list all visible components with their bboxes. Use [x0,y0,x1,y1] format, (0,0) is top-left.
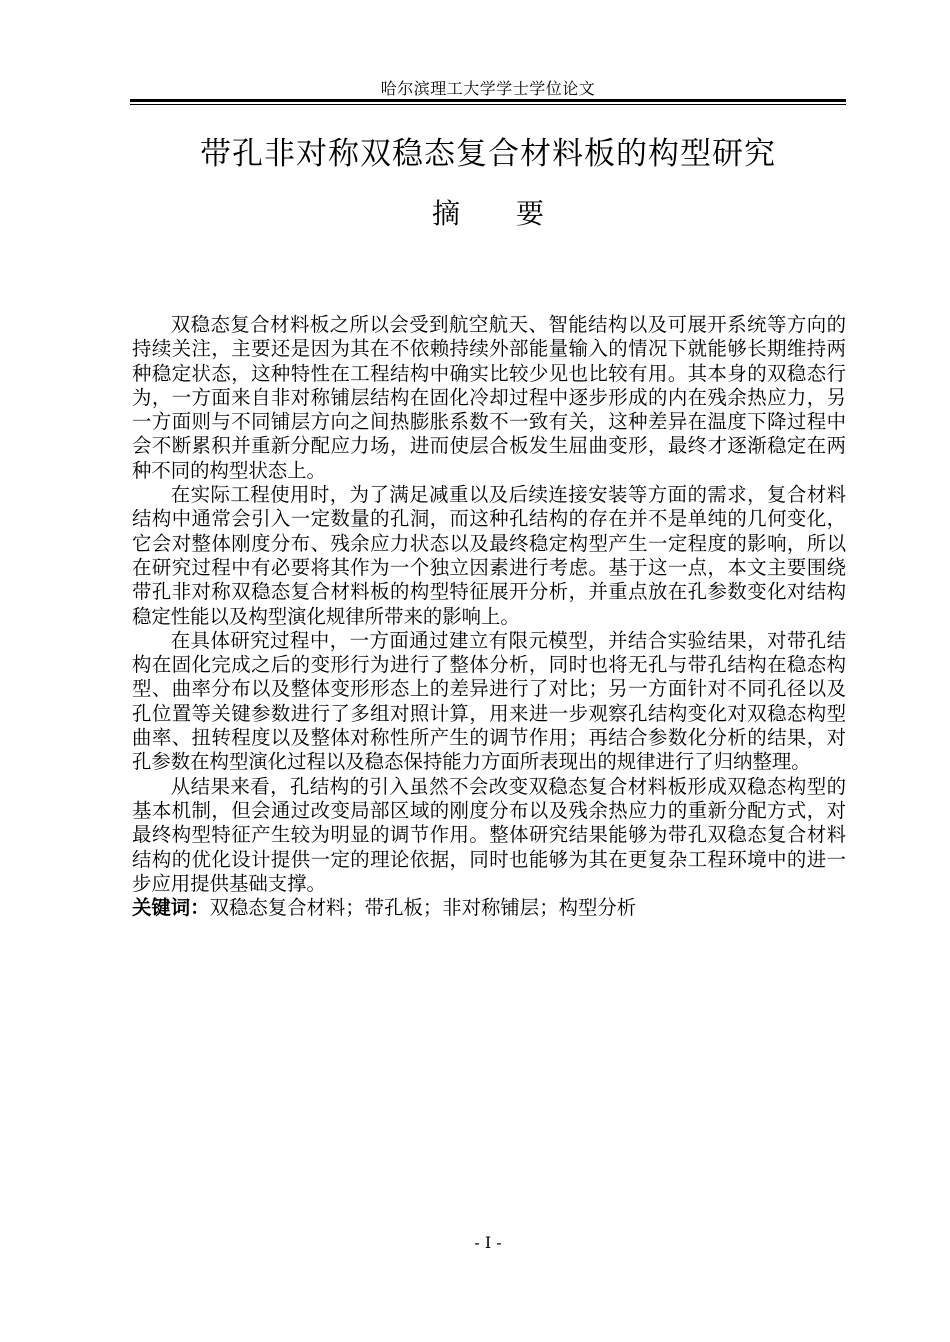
abstract-body [132,313,846,920]
keywords-line [132,896,846,920]
abstract-heading: 摘要 [431,197,600,230]
abstract-paragraph-3: 在具体研究过程中，一方面通过建立有限元模型，并结合实验结果，对带孔结构在固化完成之后的变形行为进行了整体分析，同时也将无孔与带孔结构在稳态构型、曲率分布以及整体变形形态上的差异进行了对比；另一方面针对不同孔径以及孔位置等关键参数进行了多组对照计算，用来进一步观察孔结构变化对双稳态构型曲率、扭转程度以及整体对称性所产生的调节作用；再结合参数化分析的结果，对孔参数在构型演化过程以及稳态保持能力方面所表现出的规律进行了归纳整理。 [132,628,846,774]
running-header: 哈尔滨理工大学学士学位论文 [380,79,596,98]
keywords-label: 关键词： [132,896,210,920]
abstract-paragraph-2: 在实际工程使用时，为了满足减重以及后续连接安装等方面的需求，复合材料结构中通常会引入一定数量的孔洞，而这种孔结构的存在并不是单纯的几何变化，它会对整体刚度分布、残余应力状态以及最终稳定构型产生一定程度的影响，所以在研究过程中有必要将其作为一个独立因素进行考虑。基于这一点，本文主要围绕带孔非对称双稳态复合材料板的构型特征展开分析，并重点放在孔参数变化对结构稳定性能以及构型演化规律所带来的影响上。 [132,483,846,628]
keywords-text: 双稳态复合材料；带孔板；非对称铺层；构型分析 [209,896,637,920]
paper-title: 带孔非对称双稳态复合材料板的构型研究 [200,136,776,172]
header-rule-thin [130,104,846,105]
abstract-paragraph-1: 双稳态复合材料板之所以会受到航空航天、智能结构以及可展开系统等方向的持续关注，主要还是因为其在不依赖持续外部能量输入的情况下就能够长期维持两种稳定状态，这种特性在工程结构中确实比较少见也比较有用。其本身的双稳态行为，一方面来自非对称铺层结构在固化冷却过程中逐步形成的内在残余热应力，另一方面则与不同铺层方向之间热膨胀系数不一致有关，这种差异在温度下降过程中会不断累积并重新分配应力场，进而使层合板发生屈曲变形，最终才逐渐稳定在两种不同的构型状态上。 [132,313,846,482]
abstract-paragraph-4: 从结果来看，孔结构的引入虽然不会改变双稳态复合材料板形成双稳态构型的基本机制，但会通过改变局部区域的刚度分布以及残余热应力的重新分配方式，对最终构型特征产生较为明显的调节作用。整体研究结果能够为带孔双稳态复合材料结构的优化设计提供一定的理论依据，同时也能够为其在更复杂工程环境中的进一步应用提供基础支撑。 [132,774,846,895]
page-number: - I - [474,1233,502,1252]
header-rule [130,99,846,102]
